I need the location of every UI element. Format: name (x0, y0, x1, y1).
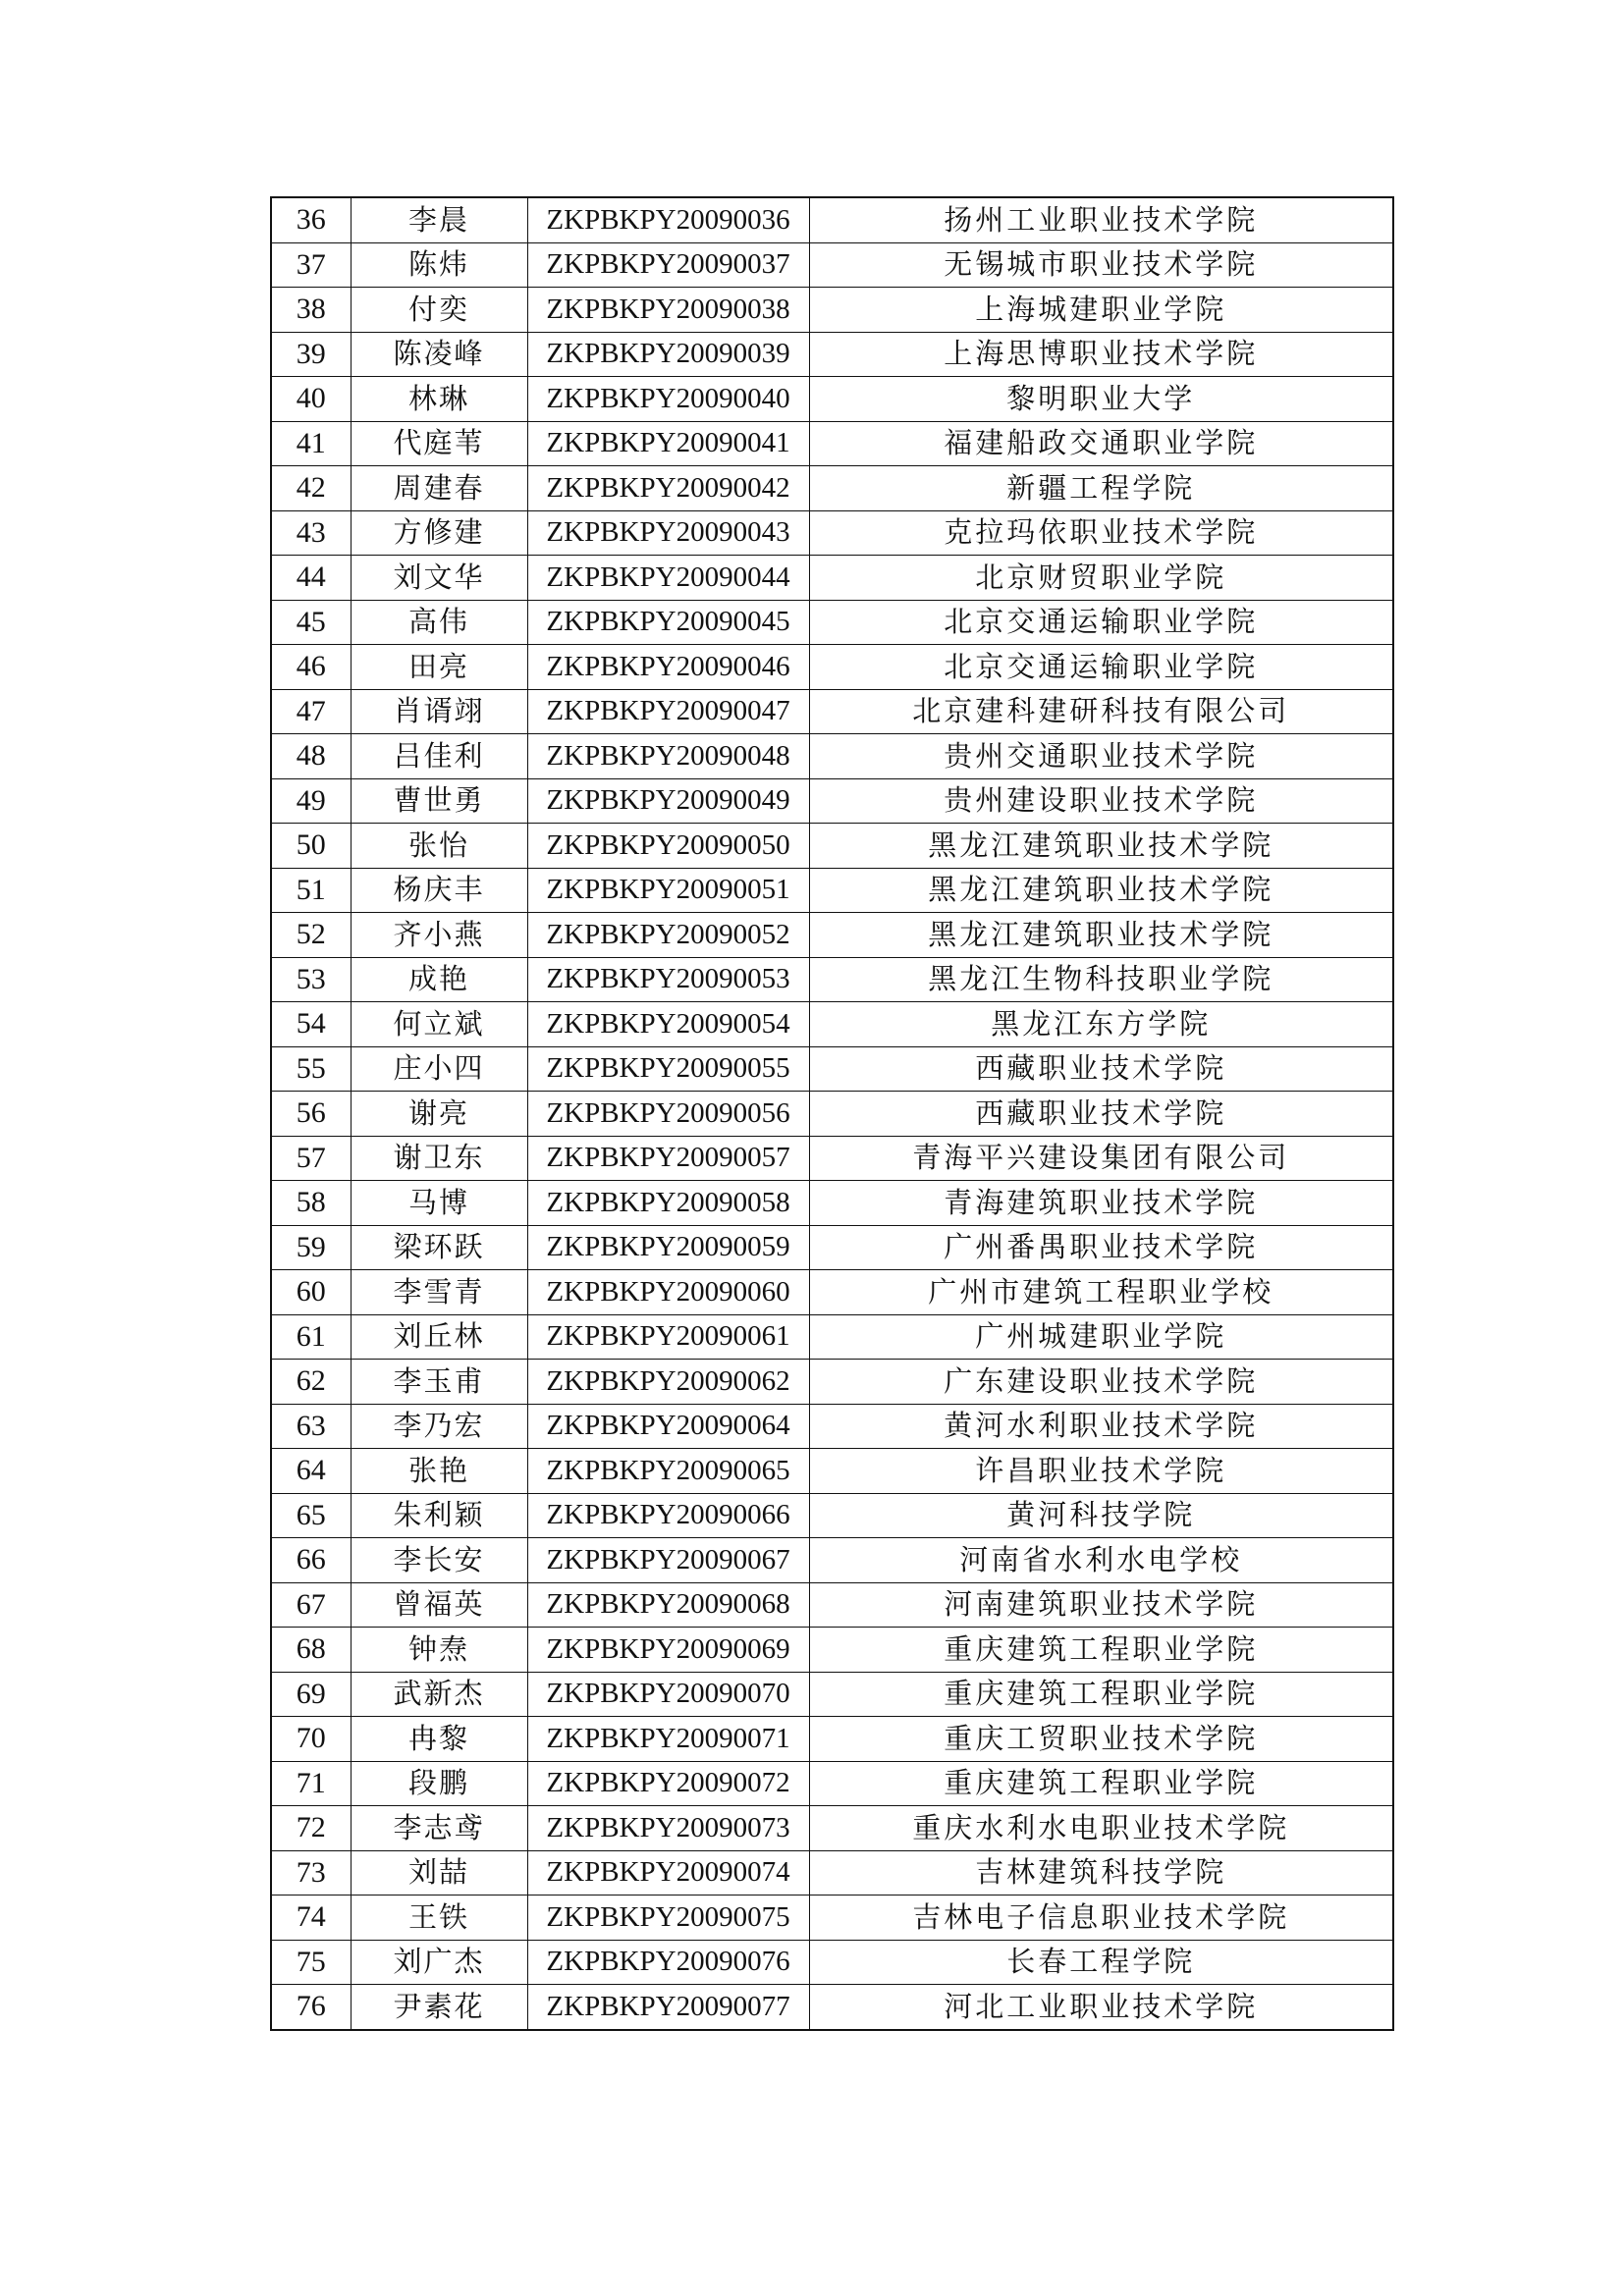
person-name-cell: 钟焘 (351, 1628, 527, 1673)
table-row (271, 1672, 1393, 1717)
certificate-id-cell: ZKPBKPY20090048 (527, 734, 809, 779)
table-row (271, 1985, 1393, 2030)
row-number-cell: 66 (271, 1538, 351, 1583)
row-number-cell: 49 (271, 778, 351, 824)
organization-cell: 黑龙江建筑职业技术学院 (809, 868, 1393, 913)
person-name-cell: 曹世勇 (351, 778, 527, 824)
organization-cell: 广州番禺职业技术学院 (809, 1225, 1393, 1270)
organization-cell: 北京交通运输职业学院 (809, 645, 1393, 690)
certificate-id-cell: ZKPBKPY20090057 (527, 1136, 809, 1181)
organization-cell: 青海平兴建设集团有限公司 (809, 1136, 1393, 1181)
row-number-cell: 41 (271, 421, 351, 466)
organization-cell: 重庆建筑工程职业学院 (809, 1672, 1393, 1717)
table-row (271, 1761, 1393, 1806)
person-name-cell: 陈凌峰 (351, 332, 527, 377)
person-name-cell: 何立斌 (351, 1002, 527, 1047)
row-number-cell: 51 (271, 868, 351, 913)
person-name-cell: 肖谞翊 (351, 689, 527, 734)
row-number-cell: 75 (271, 1940, 351, 1985)
row-number-cell: 65 (271, 1493, 351, 1538)
organization-cell: 北京财贸职业学院 (809, 556, 1393, 601)
table-row (271, 778, 1393, 824)
row-number-cell: 68 (271, 1628, 351, 1673)
row-number-cell: 59 (271, 1225, 351, 1270)
row-number-cell: 45 (271, 600, 351, 645)
certificate-id-cell: ZKPBKPY20090052 (527, 913, 809, 958)
person-name-cell: 李玉甫 (351, 1360, 527, 1405)
table-row (271, 957, 1393, 1002)
table-row (271, 1940, 1393, 1985)
certificate-id-cell: ZKPBKPY20090045 (527, 600, 809, 645)
table-row (271, 1225, 1393, 1270)
organization-cell: 黑龙江建筑职业技术学院 (809, 913, 1393, 958)
certificate-id-cell: ZKPBKPY20090046 (527, 645, 809, 690)
person-name-cell: 李乃宏 (351, 1404, 527, 1449)
roster-table (270, 196, 1394, 2031)
row-number-cell: 46 (271, 645, 351, 690)
certificate-id-cell: ZKPBKPY20090051 (527, 868, 809, 913)
certificate-id-cell: ZKPBKPY20090058 (527, 1181, 809, 1226)
person-name-cell: 武新杰 (351, 1672, 527, 1717)
table-row (271, 1092, 1393, 1137)
organization-cell: 吉林电子信息职业技术学院 (809, 1896, 1393, 1941)
organization-cell: 重庆水利水电职业技术学院 (809, 1806, 1393, 1851)
table-row (271, 1806, 1393, 1851)
row-number-cell: 67 (271, 1582, 351, 1628)
person-name-cell: 刘丘林 (351, 1314, 527, 1360)
certificate-id-cell: ZKPBKPY20090059 (527, 1225, 809, 1270)
organization-cell: 河南省水利水电学校 (809, 1538, 1393, 1583)
certificate-id-cell: ZKPBKPY20090065 (527, 1449, 809, 1494)
table-row (271, 332, 1393, 377)
person-name-cell: 李雪青 (351, 1270, 527, 1315)
certificate-id-cell: ZKPBKPY20090043 (527, 510, 809, 556)
person-name-cell: 王铁 (351, 1896, 527, 1941)
table-row (271, 824, 1393, 869)
row-number-cell: 74 (271, 1896, 351, 1941)
organization-cell: 贵州交通职业技术学院 (809, 734, 1393, 779)
person-name-cell: 陈炜 (351, 242, 527, 288)
person-name-cell: 李长安 (351, 1538, 527, 1583)
certificate-id-cell: ZKPBKPY20090070 (527, 1672, 809, 1717)
certificate-id-cell: ZKPBKPY20090044 (527, 556, 809, 601)
organization-cell: 重庆建筑工程职业学院 (809, 1628, 1393, 1673)
certificate-id-cell: ZKPBKPY20090041 (527, 421, 809, 466)
person-name-cell: 齐小燕 (351, 913, 527, 958)
person-name-cell: 尹素花 (351, 1985, 527, 2030)
person-name-cell: 梁环跃 (351, 1225, 527, 1270)
table-row (271, 1404, 1393, 1449)
certificate-id-cell: ZKPBKPY20090054 (527, 1002, 809, 1047)
person-name-cell: 吕佳利 (351, 734, 527, 779)
organization-cell: 上海城建职业学院 (809, 288, 1393, 333)
organization-cell: 贵州建设职业技术学院 (809, 778, 1393, 824)
certificate-id-cell: ZKPBKPY20090068 (527, 1582, 809, 1628)
table-row (271, 1136, 1393, 1181)
certificate-id-cell: ZKPBKPY20090042 (527, 466, 809, 511)
row-number-cell: 47 (271, 689, 351, 734)
row-number-cell: 38 (271, 288, 351, 333)
table-row (271, 1493, 1393, 1538)
table-row (271, 197, 1393, 242)
person-name-cell: 杨庆丰 (351, 868, 527, 913)
certificate-id-cell: ZKPBKPY20090066 (527, 1493, 809, 1538)
table-row (271, 466, 1393, 511)
person-name-cell: 周建春 (351, 466, 527, 511)
row-number-cell: 43 (271, 510, 351, 556)
table-row (271, 1002, 1393, 1047)
certificate-id-cell: ZKPBKPY20090061 (527, 1314, 809, 1360)
person-name-cell: 刘文华 (351, 556, 527, 601)
organization-cell: 广州市建筑工程职业学校 (809, 1270, 1393, 1315)
table-row (271, 913, 1393, 958)
certificate-id-cell: ZKPBKPY20090049 (527, 778, 809, 824)
person-name-cell: 李志鸢 (351, 1806, 527, 1851)
person-name-cell: 庄小四 (351, 1046, 527, 1092)
organization-cell: 无锡城市职业技术学院 (809, 242, 1393, 288)
person-name-cell: 代庭苇 (351, 421, 527, 466)
organization-cell: 广州城建职业学院 (809, 1314, 1393, 1360)
certificate-id-cell: ZKPBKPY20090062 (527, 1360, 809, 1405)
person-name-cell: 张怡 (351, 824, 527, 869)
certificate-id-cell: ZKPBKPY20090060 (527, 1270, 809, 1315)
organization-cell: 重庆工贸职业技术学院 (809, 1717, 1393, 1762)
table-row (271, 1314, 1393, 1360)
organization-cell: 福建船政交通职业学院 (809, 421, 1393, 466)
row-number-cell: 44 (271, 556, 351, 601)
row-number-cell: 53 (271, 957, 351, 1002)
row-number-cell: 64 (271, 1449, 351, 1494)
certificate-id-cell: ZKPBKPY20090056 (527, 1092, 809, 1137)
table-row (271, 242, 1393, 288)
person-name-cell: 冉黎 (351, 1717, 527, 1762)
certificate-id-cell: ZKPBKPY20090040 (527, 377, 809, 422)
organization-cell: 西藏职业技术学院 (809, 1092, 1393, 1137)
person-name-cell: 谢卫东 (351, 1136, 527, 1181)
organization-cell: 重庆建筑工程职业学院 (809, 1761, 1393, 1806)
certificate-id-cell: ZKPBKPY20090039 (527, 332, 809, 377)
certificate-id-cell: ZKPBKPY20090047 (527, 689, 809, 734)
organization-cell: 上海思博职业技术学院 (809, 332, 1393, 377)
person-name-cell: 曾福英 (351, 1582, 527, 1628)
table-row (271, 1270, 1393, 1315)
roster-table-body (271, 197, 1393, 2030)
certificate-id-cell: ZKPBKPY20090037 (527, 242, 809, 288)
table-row (271, 421, 1393, 466)
row-number-cell: 60 (271, 1270, 351, 1315)
table-row (271, 1360, 1393, 1405)
row-number-cell: 76 (271, 1985, 351, 2030)
row-number-cell: 58 (271, 1181, 351, 1226)
organization-cell: 黄河科技学院 (809, 1493, 1393, 1538)
person-name-cell: 张艳 (351, 1449, 527, 1494)
person-name-cell: 成艳 (351, 957, 527, 1002)
table-row (271, 868, 1393, 913)
certificate-id-cell: ZKPBKPY20090072 (527, 1761, 809, 1806)
organization-cell: 北京交通运输职业学院 (809, 600, 1393, 645)
row-number-cell: 54 (271, 1002, 351, 1047)
person-name-cell: 林琳 (351, 377, 527, 422)
organization-cell: 黄河水利职业技术学院 (809, 1404, 1393, 1449)
row-number-cell: 70 (271, 1717, 351, 1762)
organization-cell: 黑龙江建筑职业技术学院 (809, 824, 1393, 869)
row-number-cell: 72 (271, 1806, 351, 1851)
roster-page (270, 196, 1392, 2031)
row-number-cell: 40 (271, 377, 351, 422)
person-name-cell: 马博 (351, 1181, 527, 1226)
table-row (271, 1582, 1393, 1628)
certificate-id-cell: ZKPBKPY20090050 (527, 824, 809, 869)
organization-cell: 黑龙江生物科技职业学院 (809, 957, 1393, 1002)
table-row (271, 1181, 1393, 1226)
certificate-id-cell: ZKPBKPY20090076 (527, 1940, 809, 1985)
row-number-cell: 63 (271, 1404, 351, 1449)
table-row (271, 600, 1393, 645)
certificate-id-cell: ZKPBKPY20090069 (527, 1628, 809, 1673)
row-number-cell: 42 (271, 466, 351, 511)
organization-cell: 克拉玛依职业技术学院 (809, 510, 1393, 556)
person-name-cell: 田亮 (351, 645, 527, 690)
row-number-cell: 62 (271, 1360, 351, 1405)
organization-cell: 扬州工业职业技术学院 (809, 197, 1393, 242)
organization-cell: 许昌职业技术学院 (809, 1449, 1393, 1494)
certificate-id-cell: ZKPBKPY20090053 (527, 957, 809, 1002)
organization-cell: 黑龙江东方学院 (809, 1002, 1393, 1047)
certificate-id-cell: ZKPBKPY20090071 (527, 1717, 809, 1762)
organization-cell: 河南建筑职业技术学院 (809, 1582, 1393, 1628)
organization-cell: 吉林建筑科技学院 (809, 1850, 1393, 1896)
row-number-cell: 73 (271, 1850, 351, 1896)
row-number-cell: 61 (271, 1314, 351, 1360)
table-row (271, 556, 1393, 601)
table-row (271, 1538, 1393, 1583)
row-number-cell: 37 (271, 242, 351, 288)
organization-cell: 长春工程学院 (809, 1940, 1393, 1985)
table-row (271, 1046, 1393, 1092)
certificate-id-cell: ZKPBKPY20090073 (527, 1806, 809, 1851)
row-number-cell: 36 (271, 197, 351, 242)
certificate-id-cell: ZKPBKPY20090064 (527, 1404, 809, 1449)
table-row (271, 1896, 1393, 1941)
organization-cell: 新疆工程学院 (809, 466, 1393, 511)
person-name-cell: 朱利颖 (351, 1493, 527, 1538)
table-row (271, 1850, 1393, 1896)
person-name-cell: 李晨 (351, 197, 527, 242)
row-number-cell: 56 (271, 1092, 351, 1137)
row-number-cell: 52 (271, 913, 351, 958)
row-number-cell: 69 (271, 1672, 351, 1717)
table-row (271, 1628, 1393, 1673)
table-row (271, 689, 1393, 734)
organization-cell: 北京建科建研科技有限公司 (809, 689, 1393, 734)
certificate-id-cell: ZKPBKPY20090067 (527, 1538, 809, 1583)
organization-cell: 青海建筑职业技术学院 (809, 1181, 1393, 1226)
table-row (271, 288, 1393, 333)
table-row (271, 734, 1393, 779)
person-name-cell: 谢亮 (351, 1092, 527, 1137)
certificate-id-cell: ZKPBKPY20090075 (527, 1896, 809, 1941)
organization-cell: 河北工业职业技术学院 (809, 1985, 1393, 2030)
certificate-id-cell: ZKPBKPY20090055 (527, 1046, 809, 1092)
certificate-id-cell: ZKPBKPY20090074 (527, 1850, 809, 1896)
certificate-id-cell: ZKPBKPY20090038 (527, 288, 809, 333)
row-number-cell: 57 (271, 1136, 351, 1181)
person-name-cell: 段鹏 (351, 1761, 527, 1806)
table-row (271, 1717, 1393, 1762)
certificate-id-cell: ZKPBKPY20090036 (527, 197, 809, 242)
row-number-cell: 71 (271, 1761, 351, 1806)
row-number-cell: 55 (271, 1046, 351, 1092)
row-number-cell: 39 (271, 332, 351, 377)
person-name-cell: 刘喆 (351, 1850, 527, 1896)
person-name-cell: 方修建 (351, 510, 527, 556)
table-row (271, 377, 1393, 422)
certificate-id-cell: ZKPBKPY20090077 (527, 1985, 809, 2030)
table-row (271, 510, 1393, 556)
organization-cell: 西藏职业技术学院 (809, 1046, 1393, 1092)
person-name-cell: 刘广杰 (351, 1940, 527, 1985)
person-name-cell: 付奕 (351, 288, 527, 333)
row-number-cell: 48 (271, 734, 351, 779)
row-number-cell: 50 (271, 824, 351, 869)
table-row (271, 645, 1393, 690)
organization-cell: 广东建设职业技术学院 (809, 1360, 1393, 1405)
table-row (271, 1449, 1393, 1494)
person-name-cell: 高伟 (351, 600, 527, 645)
organization-cell: 黎明职业大学 (809, 377, 1393, 422)
